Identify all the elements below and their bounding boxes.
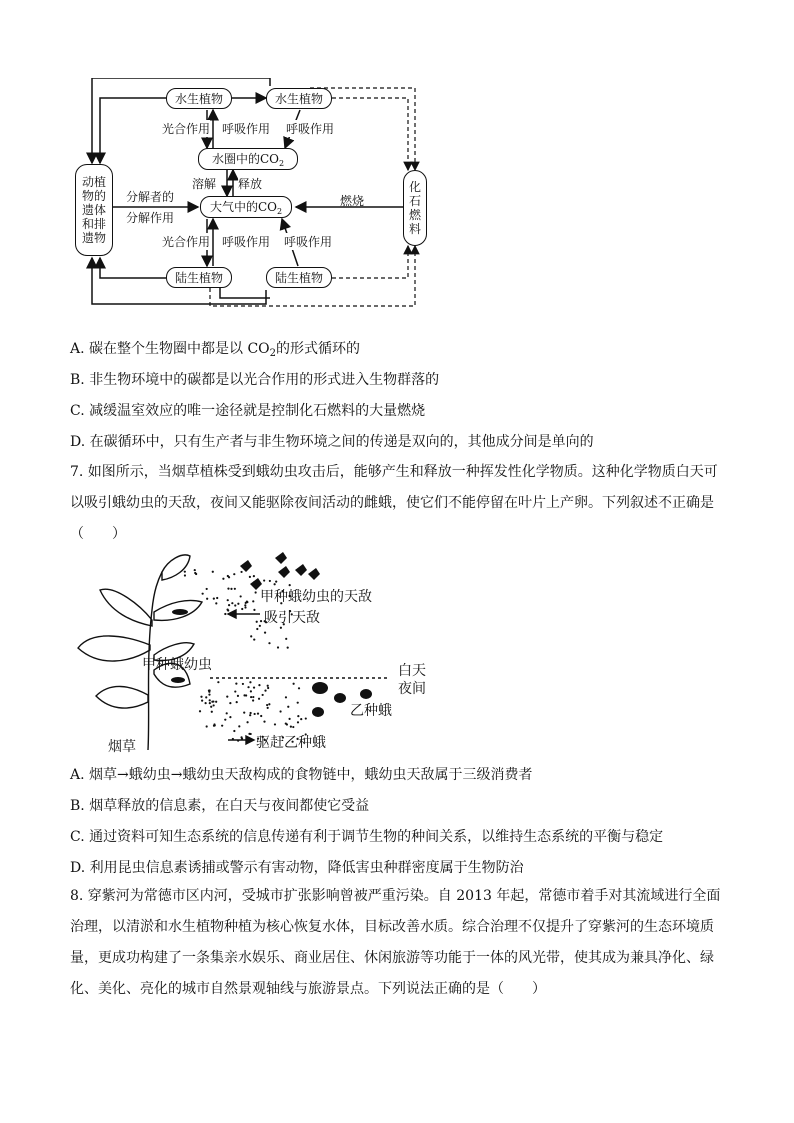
chemical-dot — [228, 604, 230, 606]
chemical-dot — [252, 600, 254, 602]
chemical-dot — [194, 569, 196, 571]
chemical-dot — [209, 699, 211, 701]
chemical-dot — [246, 721, 248, 723]
moth-b-label: 乙种蛾 — [350, 703, 392, 719]
chemical-dot — [252, 699, 254, 701]
chemical-dot — [235, 683, 237, 685]
release-label: 释放 — [238, 177, 263, 191]
attract-label: 吸引天敌 — [264, 610, 320, 626]
chemical-dot — [222, 578, 224, 580]
land-plant-label-1: 陆生植物 — [174, 271, 223, 285]
chemical-dot — [250, 733, 252, 735]
larva-label: 甲种蛾幼虫 — [142, 657, 212, 673]
chemical-dot — [253, 638, 255, 640]
chemical-dot — [206, 588, 208, 590]
chemical-dot — [252, 696, 254, 698]
chemical-dot — [287, 646, 289, 648]
chemical-dot — [240, 736, 242, 738]
chemical-dot — [267, 685, 269, 687]
q7-option-a: A. 烟草→蛾幼虫→蛾幼虫天敌构成的食物链中，蛾幼虫天敌属于三级消费者 — [70, 767, 533, 783]
dissolve-label: 溶解 — [192, 177, 217, 191]
q7-option-b: B. 烟草释放的信息素，在白天与夜间都使它受益 — [70, 798, 370, 814]
chemical-dot — [287, 706, 289, 708]
chemical-dot — [232, 738, 234, 740]
chemical-dot — [215, 701, 217, 703]
chemical-dot — [240, 571, 242, 573]
tobacco-label: 烟草 — [108, 739, 136, 755]
tobacco-moth-figure — [70, 550, 430, 755]
remains-node — [75, 164, 113, 256]
q6-option-c: C. 减缓温室效应的唯一途径就是控制化石燃料的大量燃烧 — [70, 403, 426, 419]
respiration-label-top-1: 呼吸作用 — [222, 122, 271, 136]
chemical-dot — [257, 713, 259, 715]
chemical-dot — [216, 597, 218, 599]
chemical-dot — [241, 608, 243, 610]
chemical-dot — [184, 571, 186, 573]
chemical-dot — [238, 725, 240, 727]
respiration-label-bottom-2: 呼吸作用 — [284, 235, 333, 249]
repel-label: 驱赶乙种蛾 — [256, 735, 326, 751]
chemical-dot — [234, 604, 236, 606]
q6-option-b: B. 非生物环境中的碳都是以光合作用的形式进入生物群落的 — [70, 372, 440, 388]
chemical-dot — [213, 723, 215, 725]
chemical-dot — [243, 711, 245, 713]
chemical-dot — [279, 710, 281, 712]
chemical-dot — [267, 707, 269, 709]
respiration-label-top-2: 呼吸作用 — [286, 122, 335, 136]
chemical-dot — [250, 690, 252, 692]
chemical-dot — [285, 696, 287, 698]
chemical-dot — [201, 699, 203, 701]
chemical-dot — [240, 595, 242, 597]
chemical-dot — [264, 690, 266, 692]
chemical-dot — [206, 598, 208, 600]
chemical-dot — [229, 716, 231, 718]
tobacco-moth-illustration — [70, 550, 430, 755]
q7-option-c: C. 通过资料可知生态系统的信息传递有利于调节生物的种间关系，以维持生态系统的平衡与稳定 — [70, 829, 664, 845]
q6-option-a: A. 碳在整个生物圈中都是以 $CO_2$的形式循环的 — [70, 341, 361, 359]
land-plant-node-1 — [166, 267, 232, 288]
chemical-dot — [211, 701, 213, 703]
chemical-dot — [213, 597, 215, 599]
chemical-dot — [227, 599, 229, 601]
chemical-dot — [244, 604, 246, 606]
chemical-dot — [256, 621, 258, 623]
chemical-dot — [250, 696, 252, 698]
day-label: 白天 — [398, 663, 426, 679]
chemical-dot — [221, 725, 223, 727]
chemical-dot — [290, 725, 292, 727]
chemical-dot — [211, 711, 213, 713]
chemical-dot — [234, 690, 236, 692]
chemical-dot — [267, 687, 269, 689]
chemical-dot — [249, 714, 251, 716]
chemical-dot — [305, 717, 307, 719]
chemical-dot — [230, 588, 232, 590]
chemical-dot — [242, 683, 244, 685]
photosynthesis-label-bottom: 光合作用 — [162, 235, 211, 249]
chemical-dot — [300, 718, 302, 720]
chemical-dot — [199, 710, 201, 712]
chemical-dot — [264, 631, 266, 633]
chemical-dot — [245, 694, 247, 696]
chemical-dot — [288, 718, 290, 720]
q6-option-d: D. 在碳循环中，只有生产者与非生物环境之间的传递是双向的，其他成分间是单向的 — [70, 434, 594, 450]
chemical-dot — [233, 614, 235, 616]
chemical-dot — [293, 683, 295, 685]
chemical-dot — [268, 642, 270, 644]
chemical-dot — [227, 575, 229, 577]
chemical-dot — [269, 580, 271, 582]
chemical-dot — [260, 715, 262, 717]
decomposer-label-1: 分解者的 — [126, 190, 175, 204]
q8-stem: 8. 穿紫河为常德市区内河，受城市扩张影响曾被严重污染。自 2013 年起，常德市着手对其流域进行全面治理，以清淤和水生植物种植为核心恢复水体，目标改善水质。综合治理不仅提升了穿紫河的生态环境质量，更成功构建了一条集亲水娱乐、商业居住、休闲旅游等功能于一体的风光带，使其成为兼具净化、绿化、美化、亮化的城市自然景观轴线与旅游景点。下列说法正确的是（ ） — [70, 888, 721, 997]
chemical-dot — [256, 628, 258, 630]
chemical-dot — [268, 703, 270, 705]
enemy-label: 甲种蛾幼虫的天敌 — [260, 589, 372, 605]
chemical-dot — [263, 721, 265, 723]
chemical-dot — [229, 702, 231, 704]
chemical-dot — [244, 606, 246, 608]
land-plant-node-2 — [266, 267, 332, 288]
chemical-dot — [233, 573, 235, 575]
chemical-dot — [258, 684, 260, 686]
chemical-dot — [224, 613, 226, 615]
chemical-dot — [231, 602, 233, 604]
chemical-dot — [297, 702, 299, 704]
photosynthesis-label-top: 光合作用 — [162, 122, 211, 136]
water-plant-label-2: 水生植物 — [274, 92, 323, 106]
chemical-dot — [208, 690, 210, 692]
water-plant-node-2 — [266, 88, 332, 109]
chemical-dot — [237, 740, 239, 742]
chemical-dot — [224, 719, 226, 721]
chemical-dot — [205, 696, 207, 698]
chemical-dot — [285, 638, 287, 640]
chemical-dot — [237, 603, 239, 605]
chemical-dot — [297, 721, 299, 723]
chemical-dot — [260, 620, 262, 622]
chemical-dot — [213, 704, 215, 706]
chemical-dot — [210, 706, 212, 708]
chemical-dot — [227, 588, 229, 590]
chemical-dot — [249, 681, 251, 683]
chemical-dot — [215, 602, 217, 604]
chemical-dot — [184, 574, 186, 576]
air-co2-node — [200, 196, 292, 218]
chemical-dot — [285, 722, 287, 724]
chemical-dot — [208, 694, 210, 696]
decomposer-label-2: 分解作用 — [126, 211, 175, 225]
water-plant-node-1 — [166, 88, 232, 109]
chemical-dot — [236, 701, 238, 703]
water-co2-label: 水圈中的$CO_2$ — [211, 152, 285, 168]
chemical-dot — [233, 730, 235, 732]
q7-option-d: D. 利用昆虫信息素诱捕或警示有害动物，降低害虫种群密度属于生物防治 — [70, 860, 524, 876]
chemical-dot — [258, 698, 260, 700]
fossil-fuel-label: 化石燃料 — [408, 180, 421, 236]
chemical-dot — [262, 694, 264, 696]
chemical-dot — [212, 571, 214, 573]
chemical-dot — [246, 601, 248, 603]
chemical-dot — [250, 712, 252, 714]
chemical-dot — [247, 686, 249, 688]
chemical-dot — [275, 581, 277, 583]
chemical-dot — [253, 609, 255, 611]
chemical-dot — [292, 726, 294, 728]
chemical-dot — [255, 591, 257, 593]
water-co2-node — [198, 148, 298, 170]
q7-stem: 7. 如图所示，当烟草植株受到蛾幼虫攻击后，能够产生和释放一种挥发性化学物质。这种化学物质白天可以吸引蛾幼虫的天敌，夜间又能驱除夜间活动的雌蛾，使它们不能停留在叶片上产卵。下列叙述不正确是（ ） — [70, 464, 718, 542]
chemical-dot — [298, 687, 300, 689]
chemical-dot — [226, 696, 228, 698]
land-plant-label-2: 陆生植物 — [274, 271, 323, 285]
remains-label: 动植物的遗体和排遗物 — [81, 175, 106, 245]
chemical-dot — [274, 723, 276, 725]
chemical-dot — [194, 572, 196, 574]
chemical-dot — [202, 593, 204, 595]
night-label: 夜间 — [398, 681, 426, 697]
fossil-fuel-node — [403, 170, 427, 246]
chemical-dot — [209, 702, 211, 704]
combustion-label: 燃烧 — [340, 194, 365, 208]
chemical-dot — [250, 635, 252, 637]
chemical-dot — [217, 681, 219, 683]
carbon-cycle-diagram — [70, 78, 430, 318]
chemical-dot — [253, 575, 255, 577]
chemical-dot — [226, 712, 228, 714]
chemical-dot — [263, 579, 265, 581]
chemical-dot — [234, 588, 236, 590]
chemical-dot — [237, 695, 239, 697]
chemical-dot — [205, 702, 207, 704]
chemical-dot — [249, 576, 251, 578]
chemical-dot — [253, 686, 255, 688]
chemical-dot — [206, 725, 208, 727]
respiration-label-bottom-1: 呼吸作用 — [222, 235, 271, 249]
air-co2-label: 大气中的$CO_2$ — [209, 200, 283, 216]
chemical-dot — [259, 625, 261, 627]
chemical-dot — [254, 713, 256, 715]
chemical-dot — [297, 715, 299, 717]
water-plant-label-1: 水生植物 — [174, 92, 223, 106]
chemical-dot — [200, 696, 202, 698]
chemical-dot — [266, 704, 268, 706]
chemical-dot — [226, 609, 228, 611]
chemical-dot — [277, 646, 279, 648]
